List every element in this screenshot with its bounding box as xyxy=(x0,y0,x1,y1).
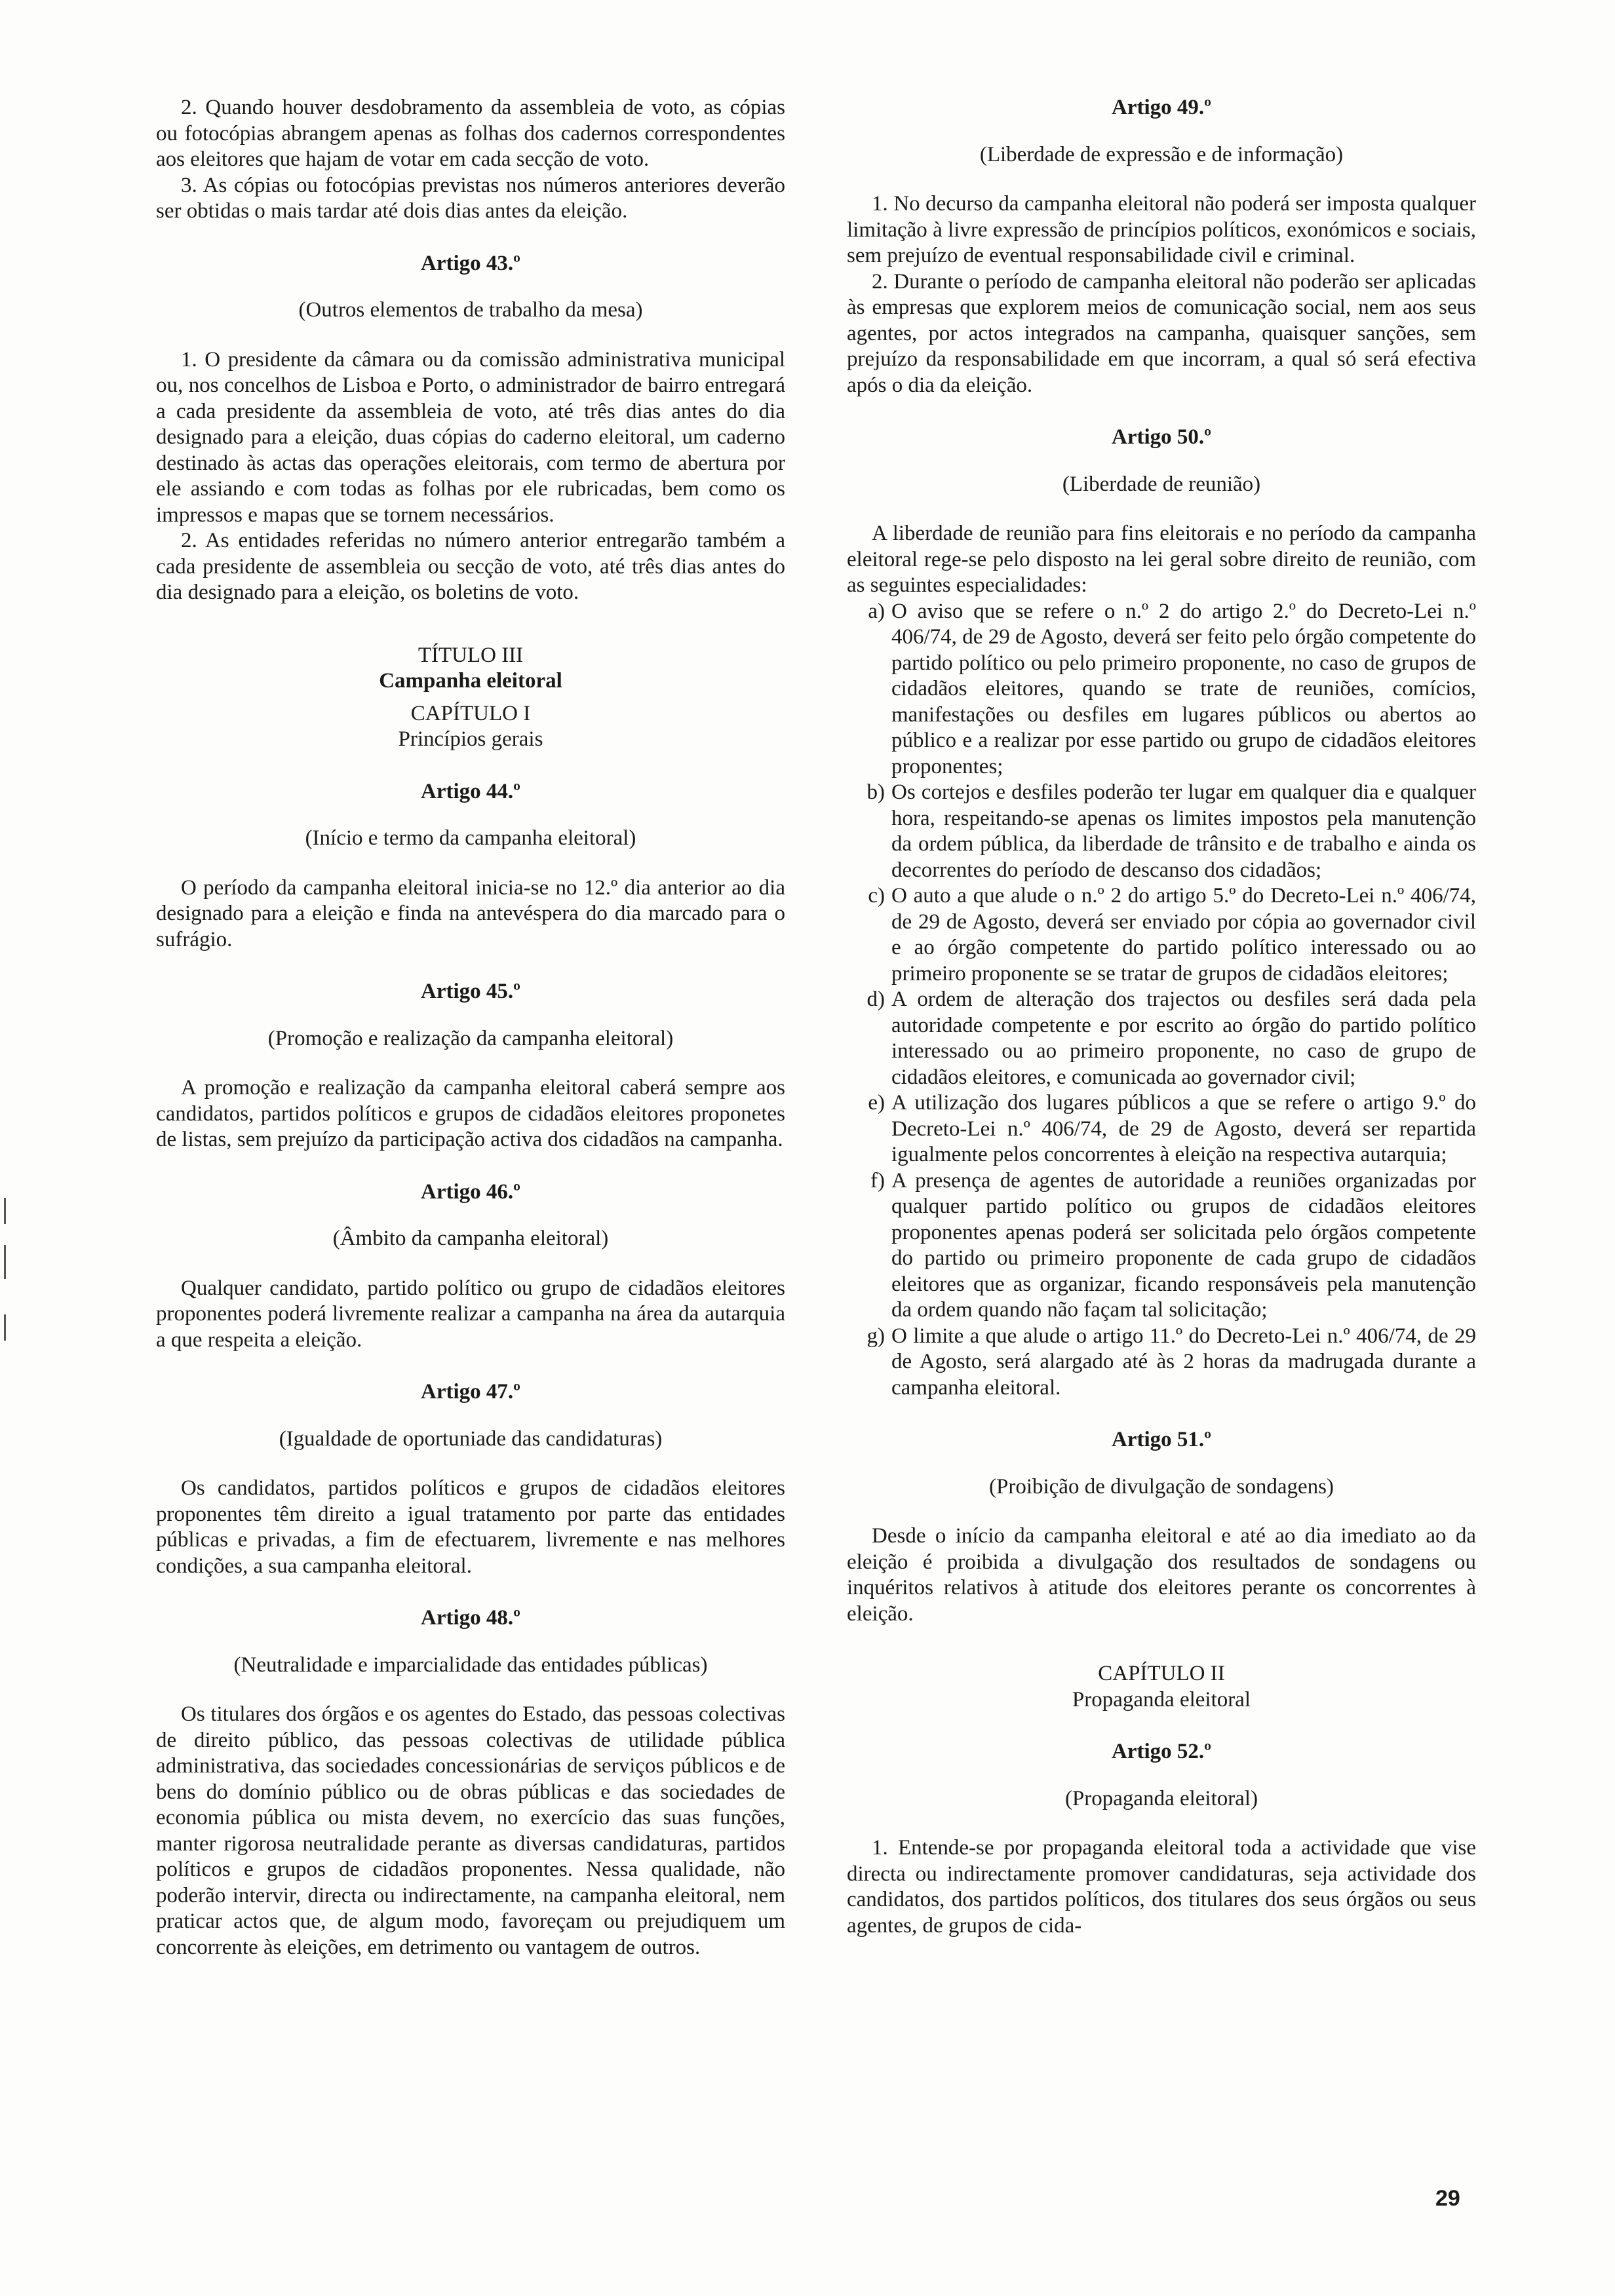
article-subtitle: (Igualdade de oportuniade das candidaturas) xyxy=(279,1426,663,1451)
article-title: Artigo 48.º xyxy=(420,1606,521,1630)
list-item-text: O aviso que se refere o n.º 2 do artigo 2.º do Decreto-Lei n.º 406/74, de 29 de Agosto, deverá ser feito pelo órgão competente do partido político ou pelo primeiro proponente, no caso de grupos de cidadãos eleitores, quando se trate de reuniões, comícios, manifestações ou desfiles em lugares públicos ou abertos ao público e a realizar por esse partido ou grupo de cidadãos eleitores proponentes; xyxy=(891,599,1476,778)
paragraph: 3. As cópias ou fotocópias previstas nos números anteriores deverão ser obtidas o mais tardar até dois dias antes da eleição. xyxy=(156,173,785,223)
paragraph: 2. Durante o período de campanha eleitoral não poderão ser aplicadas às empresas que explorem meios de comunicação social, nem aos seus agentes, por actos integrados na campanha, quaisquer sanções, sem prejuízo da responsabilidade em que incorram, a qual só será efectiva após o dia da eleição. xyxy=(847,269,1476,397)
list-item-label: e) xyxy=(868,1091,885,1115)
title-name: Campanha eleitoral xyxy=(379,669,562,693)
article-subtitle: (Proibição de divulgação de sondagens) xyxy=(988,1474,1334,1499)
chapter-name: Princípios gerais xyxy=(398,727,543,751)
list-item xyxy=(847,987,1476,1090)
article-subtitle: (Neutralidade e imparcialidade das entidades públicas) xyxy=(233,1653,708,1677)
paragraph: Os titulares dos órgãos e os agentes do Estado, das pessoas colectivas de direito público, das pessoas colectivas de utilidade pública administrativa, das sociedades concessionárias de serviços públicos e de bens do domínio público ou de obras públicas e das sociedades de economia pública ou mista devem, no exercício das suas funções, manter rigorosa neutralidade perante as diversas candidaturas, partidos políticos e grupos de cidadãos proponentes. Nessa qualidade, não poderão intervir, directa ou indirectamente, na campanha eleitoral, nem praticar actos que, de algum modo, favoreçam ou prejudiquem um concorrente às eleições, em detrimento ou vantagem de outros. xyxy=(156,1702,785,1959)
article-title: Artigo 49.º xyxy=(1111,96,1212,119)
paragraph: A promoção e realização da campanha eleitoral caberá sempre aos candidatos, partidos políticos e grupos de cidadãos eleitores proponetes de listas, sem prejuízo da participação activa dos cidadãos na campanha. xyxy=(156,1076,785,1151)
article-subtitle: (Liberdade de reunião) xyxy=(1062,472,1261,496)
right-column xyxy=(847,95,1476,1939)
list-item xyxy=(847,1168,1476,1324)
article-title: Artigo 46.º xyxy=(420,1179,521,1204)
article-title: Artigo 51.º xyxy=(1111,1428,1212,1451)
article-title: Artigo 44.º xyxy=(420,779,521,803)
article-subtitle: (Âmbito da campanha eleitoral) xyxy=(332,1227,609,1250)
list-item-label: c) xyxy=(868,884,885,908)
list-item-label: b) xyxy=(866,780,885,804)
paragraph: 1. Entende-se por propaganda eleitoral toda a actividade que vise directa ou indirectamente promover candidaturas, seja actividade dos candidatos, dos partidos políticos, dos titulares dos seus órgãos ou seus agentes, de grupos de cida- xyxy=(847,1836,1476,1938)
list-item xyxy=(847,1324,1476,1402)
list-item-text: Os cortejos e desfiles poderão ter lugar em qualquer dia e qualquer hora, respeitando-se apenas os limites impostos pela manutenção da ordem pública, da liberdade de trânsito e de trabalho e ainda os decorrentes do período de descanso dos cidadãos; xyxy=(891,780,1476,882)
list-item-label: a) xyxy=(868,599,885,623)
title-heading: TÍTULO III xyxy=(418,643,524,667)
article-subtitle: (Liberdade de expressão e de informação) xyxy=(979,142,1344,166)
list-item-text: A utilização dos lugares públicos a que se refere o artigo 9.º do Decreto-Lei n.º 406/74, de 29 de Agosto, deverá ser repartida igualmente pelos concorrentes à eleição na respectiva autarquia; xyxy=(891,1091,1476,1166)
list-item-text: O auto a que alude o n.º 2 do artigo 5.º do Decreto-Lei n.º 406/74, de 29 de Agosto, deverá ser enviado por cópia ao governador civil e ao órgão competente do partido político interessado ou ao primeiro proponente se se tratar de grupos de cidadãos eleitores; xyxy=(891,884,1476,985)
list-item xyxy=(847,1090,1476,1168)
paragraph: O período da campanha eleitoral inicia-se no 12.º dia anterior ao dia designado para a eleição e finda na antevéspera do dia marcado para o sufrágio. xyxy=(156,875,785,951)
article-subtitle: (Outros elementos de trabalho da mesa) xyxy=(298,298,643,322)
paragraph: Qualquer candidato, partido político ou grupo de cidadãos eleitores proponentes poderá livremente realizar a campanha na área da autarquia a que respeita a eleição. xyxy=(156,1276,785,1352)
list-item xyxy=(847,599,1476,780)
article-title: Artigo 43.º xyxy=(420,251,521,275)
chapter-heading: CAPÍTULO II xyxy=(1098,1662,1225,1685)
list-item xyxy=(847,780,1476,883)
article-title: Artigo 45.º xyxy=(420,980,521,1003)
paragraph: 1. O presidente da câmara ou da comissão administrativa municipal ou, nos concelhos de Lisboa e Porto, o administrador de bairro entregará a cada presidente da assembleia de voto, até três dias antes do dia designado para a eleição, duas cópias do caderno eleitoral, um caderno destinado às actas das operações eleitorais, com termo de abertura por ele assiando e com todas as folhas por ele rubricadas, bem como os impressos e mapas que se tornem necessários. xyxy=(156,347,785,527)
list-item-text: A presença de agentes de autoridade a reuniões organizadas por qualquer partido político ou grupos de cidadãos eleitores proponentes apenas poderá ser solicitada pelo órgãos competente do partido ou primeiro proponente de cada grupo de cidadãos eleitores que as organizar, ficando responsáveis pela manutenção da ordem quando não façam tal solicitação; xyxy=(891,1168,1476,1322)
list xyxy=(847,599,1476,1402)
paragraph: 2. Quando houver desdobramento da assembleia de voto, as cópias ou fotocópias abrangem apenas as folhas dos cadernos correspondentes aos eleitores que hajam de votar em cada secção de voto. xyxy=(156,96,785,171)
paragraph: 2. As entidades referidas no número anterior entregarão também a cada presidente de assembleia ou secção de voto, até três dias antes do dia designado para a eleição, os boletins de voto. xyxy=(156,529,785,604)
chapter-name: Propaganda eleitoral xyxy=(1072,1687,1251,1712)
list-item-text: A ordem de alteração dos trajectos ou desfiles será dada pela autoridade competente e por escrito ao órgão do partido político interessado ou ao primeiro proponente, no caso de grupo de cidadãos eleitores, e comunicada ao governador civil; xyxy=(891,987,1476,1089)
list-item xyxy=(847,883,1476,987)
list-item-text: O limite a que alude o artigo 11.º do Decreto-Lei n.º 406/74, de 29 de Agosto, será alargado até às 2 horas da madrugada durante a campanha eleitoral. xyxy=(891,1324,1476,1400)
paragraph: Os candidatos, partidos políticos e grupos de cidadãos eleitores proponentes têm direito a igual tratamento por parte das entidades públicas e privadas, a fim de efectuarem, livremente e nas melhores condições, a sua campanha eleitoral. xyxy=(156,1476,785,1578)
list-item-label: g) xyxy=(866,1324,885,1348)
list-item-label: d) xyxy=(866,987,885,1011)
list-item-label: f) xyxy=(870,1168,885,1193)
paragraph: 1. No decurso da campanha eleitoral não poderá ser imposta qualquer limitação à livre expressão de princípios políticos, exonómicos e sociais, sem prejuízo de eventual responsabilidade civil e criminal. xyxy=(847,192,1476,267)
left-column xyxy=(156,95,785,1961)
page-number: 29 xyxy=(1435,2186,1460,2211)
article-title: Artigo 47.º xyxy=(420,1380,521,1404)
article-title: Artigo 50.º xyxy=(1111,425,1212,449)
article-subtitle: (Início e termo da campanha eleitoral) xyxy=(305,826,636,850)
article-subtitle: (Propaganda eleitoral) xyxy=(1064,1786,1258,1810)
paragraph: A liberdade de reunião para fins eleitorais e no período da campanha eleitoral rege-se pelo disposto na lei geral sobre direito de reunião, com as seguintes especialidades: xyxy=(847,522,1476,597)
article-title: Artigo 52.º xyxy=(1111,1740,1212,1763)
paragraph: Desde o início da campanha eleitoral e até ao dia imediato ao da eleição é proibida a divulgação dos resultados de sondagens ou inquéritos relativos à atitude dos eleitores perante os concorrentes à eleição. xyxy=(847,1524,1476,1626)
article-subtitle: (Promoção e realização da campanha eleitoral) xyxy=(267,1026,674,1050)
chapter-heading: CAPÍTULO I xyxy=(410,701,531,725)
